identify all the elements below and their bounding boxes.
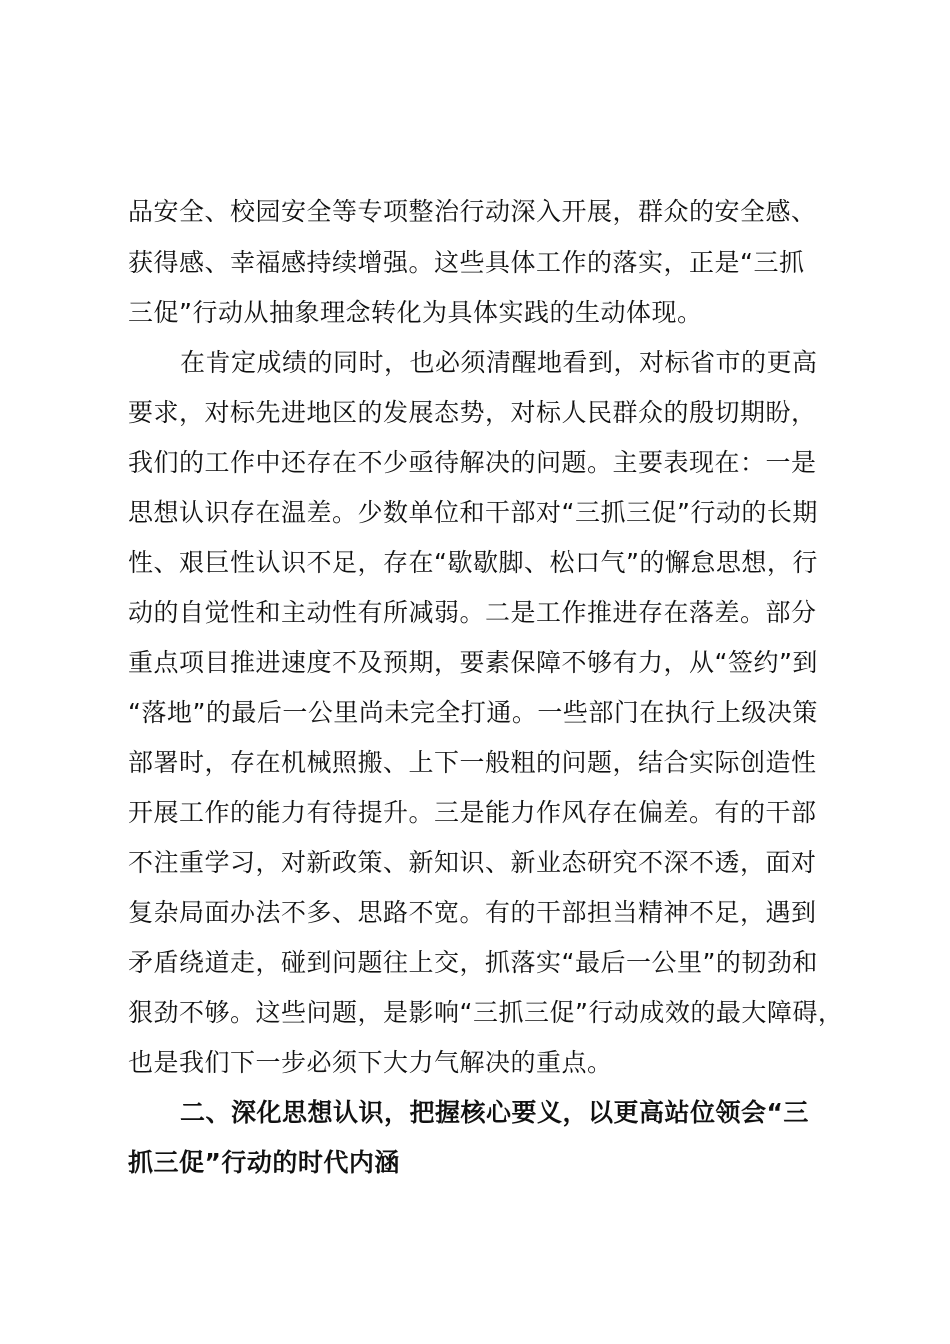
text-line: 三促”行动从抽象理念转化为具体实践的生动体现。 — [128, 298, 703, 327]
text-line: 重点项目推进速度不及预期，要素保障不够有力，从“签约”到 — [128, 648, 818, 677]
text-line: 在肯定成绩的同时，也必须清醒地看到，对标省市的更高 — [180, 348, 818, 377]
section-heading-continued: 抓三促”行动的时代内涵 — [128, 1148, 400, 1177]
section-heading: 二、深化思想认识，把握核心要义，以更高站位领会“三 — [180, 1098, 809, 1127]
text-line: 部署时，存在机械照搬、上下一般粗的问题，结合实际创造性 — [128, 748, 817, 777]
text-line: 品安全、校园安全等专项整治行动深入开展，群众的安全感、 — [128, 197, 817, 226]
text-line: 动的自觉性和主动性有所减弱。二是工作推进存在落差。部分 — [128, 598, 817, 627]
text-line: “落地”的最后一公里尚未完全打通。一些部门在执行上级决策 — [128, 698, 818, 727]
text-line: 复杂局面办法不多、思路不宽。有的干部担当精神不足，遇到 — [128, 898, 817, 927]
text-line: 性、艰巨性认识不足，存在“歇歇脚、松口气”的懈怠思想，行 — [128, 548, 818, 577]
text-line: 思想认识存在温差。少数单位和干部对“三抓三促”行动的长期 — [128, 498, 818, 527]
text-line: 也是我们下一步必须下大力气解决的重点。 — [128, 1048, 613, 1077]
text-line: 要求，对标先进地区的发展态势，对标人民群众的殷切期盼， — [128, 398, 817, 427]
text-line: 矛盾绕道走，碰到问题往上交，抓落实“最后一公里”的韧劲和 — [128, 948, 818, 977]
text-line: 我们的工作中还存在不少亟待解决的问题。主要表现在：一是 — [128, 448, 817, 477]
text-line: 不注重学习，对新政策、新知识、新业态研究不深不透，面对 — [128, 848, 817, 877]
text-line: 开展工作的能力有待提升。三是能力作风存在偏差。有的干部 — [128, 798, 817, 827]
text-line: 狠劲不够。这些问题，是影响“三抓三促”行动成效的最大障碍， — [128, 998, 844, 1027]
text-line: 获得感、幸福感持续增强。这些具体工作的落实，正是“三抓 — [128, 248, 805, 277]
